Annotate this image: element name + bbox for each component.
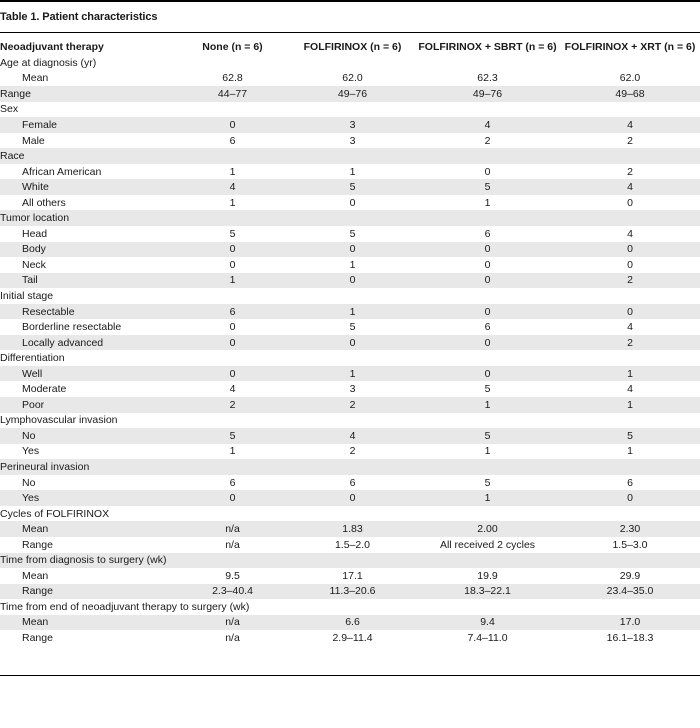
table-cell: All received 2 cycles [439,538,536,551]
table-cell: 0 [415,304,560,320]
table-cell: 0 [560,490,700,506]
table-cell: 0 [229,258,236,271]
table-cell: 17.1 [342,569,363,582]
table-cell [290,506,415,522]
table-cell [415,459,560,475]
table-cell: 6 [484,227,491,240]
section-row [0,210,700,226]
table-cell [415,288,560,304]
table-cell: 1 [229,196,236,209]
section-label: Perineural invasion [0,459,175,475]
table-cell: 0 [415,242,560,258]
table-row [0,537,700,553]
table-cell [175,413,290,429]
row-label: Moderate [22,383,67,396]
table-cell [290,55,415,71]
section-row [0,506,700,522]
table-cell [290,210,415,226]
table-cell: 1 [484,445,491,458]
table-row [0,86,700,102]
table-cell: 1 [229,445,236,458]
table-cell [290,459,415,475]
table-cell: 5 [560,428,700,444]
table-cell [415,102,560,118]
table-cell: 0 [175,490,290,506]
table-cell: n/a [225,538,240,551]
table-cell: 2.30 [560,521,700,537]
table-cell [560,413,700,429]
row-label: All others [22,196,66,209]
table-cell: 6.6 [290,615,415,631]
table-cell: 4 [627,227,633,240]
table-cell [415,413,560,429]
table-cell: 62.0 [342,72,363,85]
table-cell: 1.5–2.0 [334,538,371,551]
table-cell: 0 [229,321,236,334]
section-row [0,413,700,429]
table-cell: 1.5–3.0 [612,538,648,551]
table-cell: 4 [290,428,415,444]
row-label: Yes [0,490,175,506]
row-label: Neck [22,258,46,271]
table-row [0,444,700,460]
header-neoadjuvant-therapy: Neoadjuvant therapy [0,41,104,53]
table-row [0,428,700,444]
table-cell [290,350,415,366]
table-cell: 0 [484,258,491,271]
section-row [0,459,700,475]
section-label: Tumor location [0,210,175,226]
table-cell: 0 [290,490,415,506]
table-cell: 62.8 [222,72,243,85]
table-cell: 2 [560,335,700,351]
table-row [0,630,700,646]
table-cell: 2 [627,134,633,147]
table-cell: 5 [229,227,236,240]
table-row [0,381,700,397]
table-caption: Table 1. Patient characteristics [0,11,158,23]
table-cell [175,506,290,522]
header-none: None (n = 6) [202,41,263,53]
row-label: Range [22,538,53,551]
table-cell: 1 [290,304,415,320]
table-cell: 6 [229,134,236,147]
table-cell: 2.9–11.4 [332,632,373,644]
table-cell: 7.4–11.0 [467,632,508,644]
row-label: Well [0,366,175,382]
table-cell [560,553,700,569]
table-cell: n/a [175,521,290,537]
row-label: Resectable [0,304,175,320]
table-cell: 6 [229,476,236,489]
table-cell [290,148,415,164]
table-cell: 4 [229,383,236,396]
table-cell: 1.83 [290,521,415,537]
table-cell [415,210,560,226]
table-cell: 5 [175,428,290,444]
table-cell: 2.00 [415,521,560,537]
table-cell: 1 [290,366,415,382]
table-cell [415,553,560,569]
table-row [0,615,700,631]
header-folfirinox-sbrt: FOLFIRINOX + SBRT (n = 6) [418,41,557,53]
section-row [0,148,700,164]
table-cell: 6 [484,321,491,334]
top-rule [0,0,700,2]
section-label: Range [0,86,175,102]
table-cell [560,210,700,226]
table-row [0,195,700,211]
table-cell [560,350,700,366]
table-header-row [0,39,700,55]
table-cell: 1 [484,196,491,209]
bottom-rule [0,675,700,676]
table-cell: 5 [415,179,560,195]
table-cell: 44–77 [175,86,290,102]
table-cell: 0 [175,242,290,258]
table-cell: 0 [484,165,491,178]
table-cell [175,288,290,304]
table-cell: 0 [290,273,415,289]
table-cell: 0 [290,335,415,351]
table-cell: 4 [175,179,290,195]
table-row [0,71,700,87]
table-row [0,584,700,600]
row-label: Mean [0,615,175,631]
header-folfirinox-xrt: FOLFIRINOX + XRT (n = 6) [564,41,696,53]
header-folfirinox: FOLFIRINOX (n = 6) [303,41,402,53]
section-label: Time from diagnosis to surgery (wk) [0,553,175,569]
row-label: Yes [22,445,40,458]
table-cell: 49–76 [290,86,415,102]
table-cell [175,55,290,71]
table-row [0,397,700,413]
section-row [0,55,700,71]
row-label: Mean [22,72,49,85]
section-row [0,102,700,118]
section-label: Cycles of FOLFIRINOX [0,507,110,520]
table-cell: 0 [175,335,290,351]
row-label: Locally advanced [0,335,175,351]
table-cell: 4 [415,117,560,133]
table-cell: 29.9 [619,569,641,582]
table-row [0,335,700,351]
table-cell: 0 [415,273,560,289]
table-cell: 0 [349,196,356,209]
row-label: Mean [0,521,175,537]
table-row [0,179,700,195]
section-label: Race [0,148,175,164]
section-label: Age at diagnosis (yr) [0,56,97,69]
table-row [0,319,700,335]
row-label: Poor [0,397,175,413]
table-cell: 9.4 [415,615,560,631]
table-cell: 3 [349,383,356,396]
table-cell [415,55,560,71]
section-row [0,288,700,304]
table-row [0,257,700,273]
table-cell: 9.5 [225,569,240,582]
row-label: Borderline resectable [22,321,122,334]
section-label: Initial stage [0,289,54,302]
table-cell: 6 [175,304,290,320]
table-cell [415,350,560,366]
row-label: No [0,428,175,444]
table-cell: 49–76 [415,86,560,102]
table-row [0,475,700,491]
table-row [0,164,700,180]
table-cell: n/a [175,615,290,631]
row-label: Mean [22,569,49,582]
table-cell: 6 [627,476,633,489]
table-cell: 2 [349,445,356,458]
row-label: Range [0,584,175,600]
table-cell: 2 [560,273,700,289]
table-cell [290,413,415,429]
table-cell: 5 [484,383,491,396]
caption-rule [0,32,700,33]
table-cell: 4 [627,383,633,396]
table-cell: 1 [415,397,560,413]
table-cell [560,288,700,304]
table-cell: 62.0 [619,72,641,85]
table-cell: 0 [175,366,290,382]
table-cell: 4 [627,321,633,334]
row-label: No [22,476,36,489]
table-cell [175,102,290,118]
section-row [0,553,700,569]
table-row [0,568,700,584]
table-cell: 3 [349,134,356,147]
section-label: Time from end of neoadjuvant therapy to surgery (wk) [0,600,250,613]
table-cell: 1 [175,273,290,289]
row-label: Head [22,227,48,240]
table-cell: 4 [560,117,700,133]
table-cell: 49–68 [560,86,700,102]
table-cell: 5 [349,321,356,334]
table-cell: 0 [627,258,633,271]
row-label: African American [22,165,102,178]
table-row [0,242,700,258]
table-cell: 2 [175,397,290,413]
section-row [0,350,700,366]
table-cell [290,599,415,615]
table-row [0,133,700,149]
table-cell: 5 [415,428,560,444]
row-label: Female [0,117,175,133]
table-cell: 2.3–40.4 [175,584,290,600]
table-cell: 5 [484,476,491,489]
table-cell [175,148,290,164]
table-row [0,273,700,289]
table-cell: 5 [349,227,356,240]
section-row [0,599,700,615]
table-body [0,55,700,646]
table-cell: 5 [290,179,415,195]
row-label: Body [0,242,175,258]
table-cell: 6 [349,476,356,489]
table-cell [560,102,700,118]
row-label: White [0,179,175,195]
table-cell: 23.4–35.0 [560,584,700,600]
table-cell: 2 [290,397,415,413]
table-cell: 1 [560,397,700,413]
row-label: Tail [0,273,175,289]
table-cell [290,102,415,118]
table-cell: 1 [229,165,236,178]
table-cell: 1 [627,445,633,458]
table-cell: n/a [225,632,240,644]
table-cell: 1 [349,165,356,178]
section-label: Lymphovascular invasion [0,414,118,427]
table-row [0,226,700,242]
row-label: Male [22,134,45,147]
table-cell [560,506,700,522]
table-cell [560,599,700,615]
table-cell [175,553,290,569]
table-cell [560,459,700,475]
table-row [0,117,700,133]
table-cell: 0 [415,335,560,351]
table-row [0,304,700,320]
table-cell [175,210,290,226]
table-cell [560,55,700,71]
table-cell: 0 [175,117,290,133]
table-cell: 3 [290,117,415,133]
table-cell [290,288,415,304]
table-cell: 17.0 [560,615,700,631]
table-cell [415,148,560,164]
table-row [0,521,700,537]
table-cell: 16.1–18.3 [606,632,654,644]
table-cell: 19.9 [477,569,498,582]
table-cell: 2 [627,165,633,178]
table-cell: 11.3–20.6 [290,584,415,600]
section-label: Sex [0,103,19,116]
table-cell: 0 [627,196,633,209]
table-row [0,366,700,382]
table-cell: 0 [415,366,560,382]
section-label: Differentiation [0,352,65,365]
table-cell: 2 [484,134,491,147]
table-cell: 18.3–22.1 [415,584,560,600]
table-cell [290,553,415,569]
table-cell: 1 [560,366,700,382]
table-cell [415,599,560,615]
table-cell: 0 [290,242,415,258]
table-cell: 1 [349,258,356,271]
table-cell [415,506,560,522]
table-cell [560,148,700,164]
table-cell: 0 [560,242,700,258]
table-cell: 1 [415,490,560,506]
table-cell: 4 [560,179,700,195]
row-label: Range [22,632,53,644]
table-cell [175,350,290,366]
patient-characteristics-table [0,39,700,646]
table-cell [175,459,290,475]
table-cell: 0 [560,304,700,320]
table-cell: 62.3 [477,72,498,85]
table-row [0,490,700,506]
